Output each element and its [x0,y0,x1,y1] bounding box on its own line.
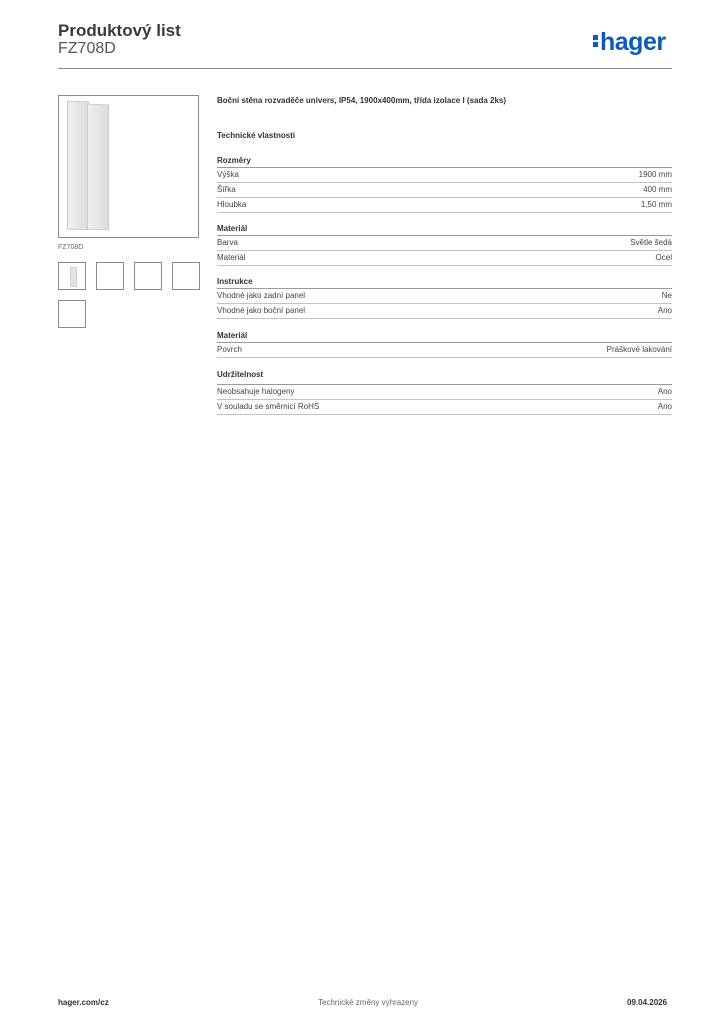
row-value: Světle šedá [630,238,672,247]
footer-website-link[interactable]: hager.com/cz [58,998,109,1007]
thumbnail-5[interactable] [58,300,86,328]
row-divider [217,212,672,213]
row-label: Neobsahuje halogeny [217,387,295,396]
footer-note: Technické změny vyhrazeny [318,998,419,1007]
row-label: Barva [217,238,238,247]
row-label: Hloubka [217,200,247,209]
section-title: Udržitelnost [217,370,264,379]
section-title: Instrukce [217,277,253,286]
row-label: V souladu se směrnicí RoHS [217,402,320,411]
footer-date: 09.04.2026 [627,998,668,1007]
logo-text: hager [600,28,666,56]
row-value: Ne [661,291,672,300]
page-title: Produktový list [58,21,181,40]
table-row [217,343,672,357]
table-row [217,198,672,212]
row-value: 400 mm [643,185,672,194]
row-value: Ano [657,387,672,396]
row-value: Ano [657,306,672,315]
image-caption: FZ708D [58,244,84,251]
row-divider [217,318,672,319]
row-value: 1900 mm [638,170,672,179]
section-title: Rozměry [217,156,251,165]
table-row [217,385,672,399]
row-divider [217,265,672,266]
row-value: 1,50 mm [640,200,672,209]
row-divider [217,414,672,415]
table-row [217,289,672,303]
table-row [217,236,672,250]
thumbnail-1[interactable] [58,262,86,290]
side-panel-icon [87,104,109,231]
thumbnail-4[interactable] [172,262,200,290]
product-code: FZ708D [58,40,116,57]
hager-logo[interactable] [593,28,666,57]
row-label: Šířka [217,185,236,194]
section-title: Materiál [217,331,248,340]
header-divider [58,68,672,69]
table-row [217,400,672,414]
row-label: Vhodné jako zadní panel [217,291,306,300]
side-panel-icon [67,101,89,231]
table-row [217,304,672,318]
row-label: Materiál [217,253,246,262]
section-title: Materiál [217,224,248,233]
table-row [217,183,672,197]
row-label: Povrch [217,345,242,354]
row-divider [217,357,672,358]
row-value: Ocel [655,253,672,262]
tech-heading: Technické vlastnosti [217,131,296,140]
row-label: Výška [217,170,239,179]
side-panel-icon [70,267,77,287]
thumbnail-3[interactable] [134,262,162,290]
row-value: Ano [657,402,672,411]
table-row [217,251,672,265]
row-label: Vhodné jako boční panel [217,306,306,315]
thumbnail-2[interactable] [96,262,124,290]
product-description: Boční stěna rozvaděče univers, IP54, 1900x400mm, třída izolace I (sada 2ks) [217,96,507,105]
table-row [217,168,672,182]
product-image[interactable] [58,95,199,238]
row-value: Práškové lakování [606,345,672,354]
logo-dots-icon [593,33,598,49]
